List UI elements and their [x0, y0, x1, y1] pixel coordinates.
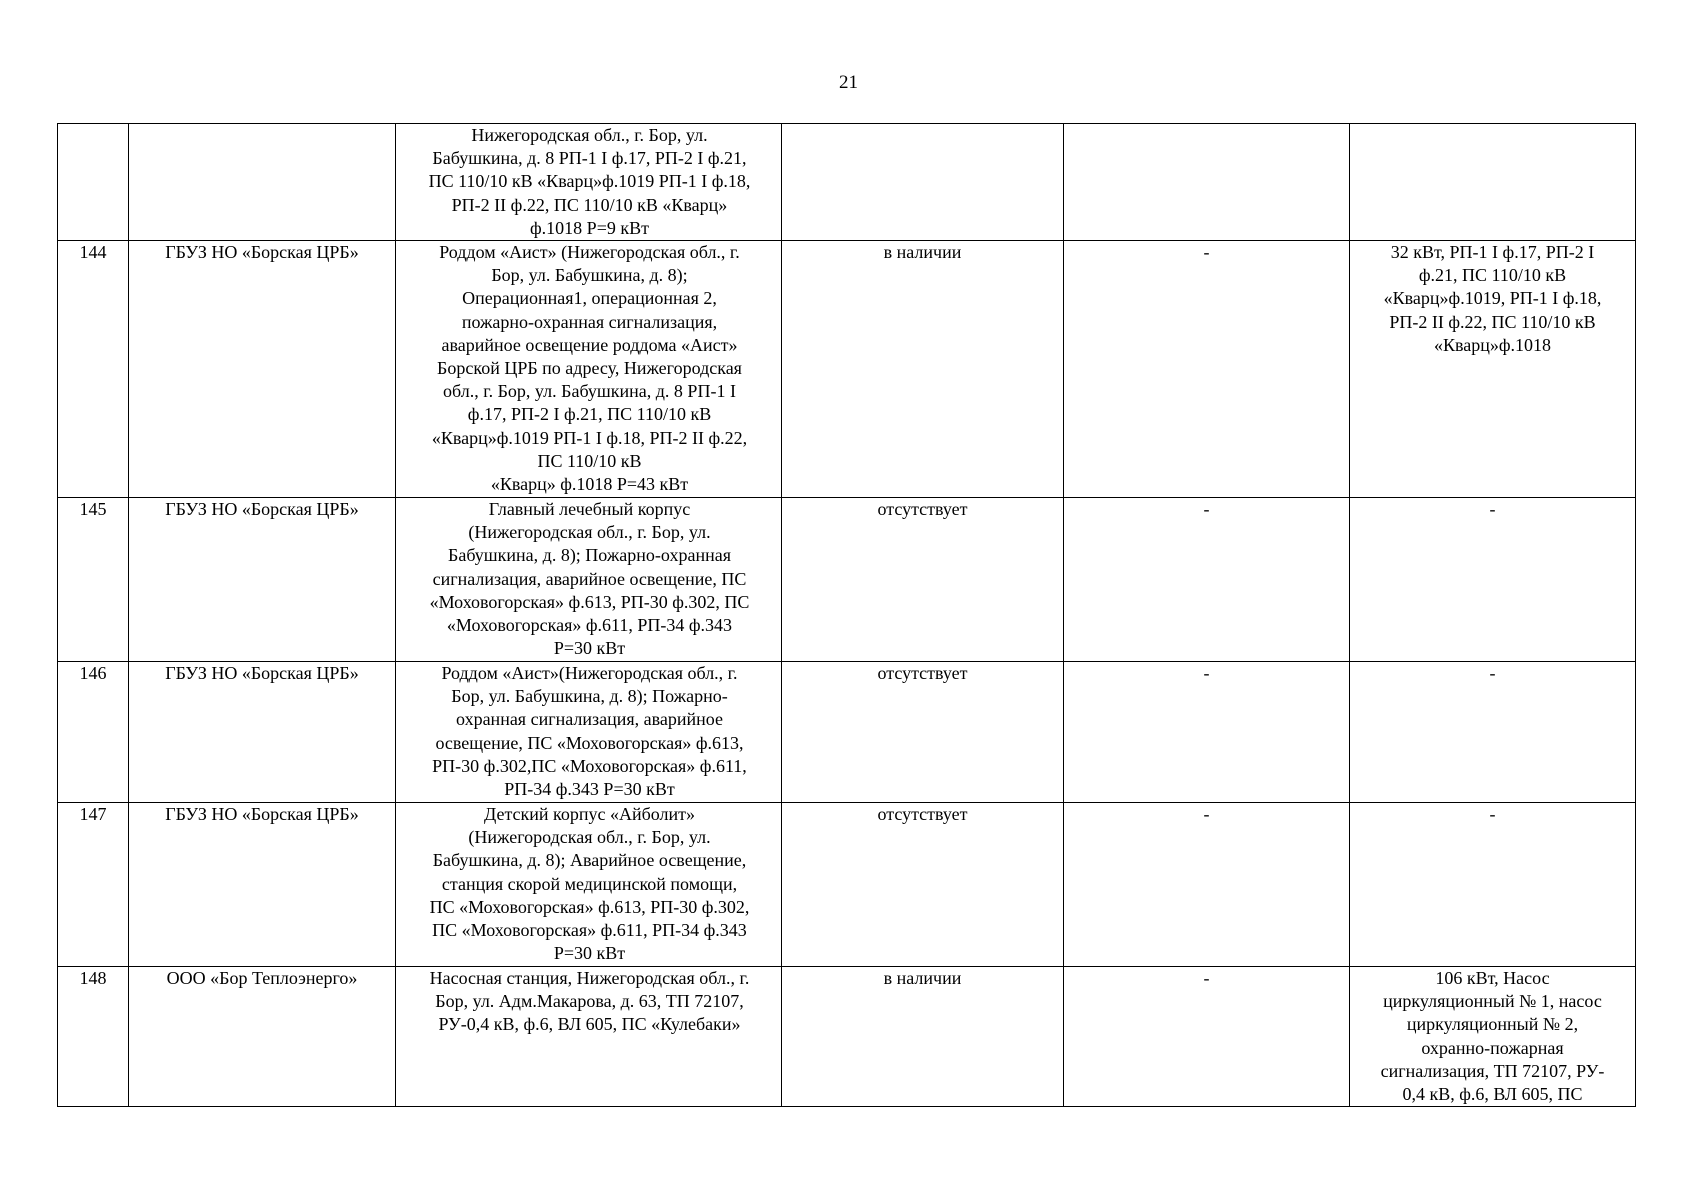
address-cell	[396, 241, 782, 498]
organization-cell: ГБУЗ НО «Борская ЦРБ»	[129, 241, 396, 498]
availability-cell: отсутствует	[782, 803, 1064, 967]
capacity-cell	[1350, 241, 1636, 498]
address-cell	[396, 803, 782, 967]
capacity-cell	[1350, 124, 1636, 241]
capacity-cell	[1350, 498, 1636, 662]
availability-cell: отсутствует	[782, 498, 1064, 662]
capacity-cell	[1350, 662, 1636, 803]
address-cell-line: Бор, ул. Бабушкина, д. 8); Пожарно-	[451, 686, 728, 707]
address-cell-line: Насосная станция, Нижегородская обл., г.	[429, 968, 750, 989]
capacity-cell-line: сигнализация, ТП 72107, РУ-	[1380, 1060, 1605, 1081]
capacity-cell-line: РП-2 II ф.22, ПС 110/10 кВ	[1389, 311, 1596, 332]
address-cell	[396, 498, 782, 662]
table-row	[58, 803, 1636, 967]
address-cell	[396, 967, 782, 1107]
address-cell-line: Бор, ул. Бабушкина, д. 8);	[491, 265, 688, 286]
table-body	[58, 124, 1636, 1107]
address-cell-line: Главный лечебный корпус	[488, 499, 691, 520]
capacity-cell-line: -	[1489, 499, 1496, 520]
data-table	[57, 123, 1636, 1107]
address-cell-line: ПС 110/10 кВ «Кварц»ф.1019 РП-1 I ф.18,	[428, 171, 751, 192]
dash-cell: -	[1064, 967, 1350, 1107]
capacity-cell-line: охранно-пожарная	[1421, 1037, 1564, 1058]
address-cell-line: Бабушкина, д. 8 РП-1 I ф.17, РП-2 I ф.21,	[432, 148, 747, 169]
capacity-cell-line: 106 кВт, Насос	[1435, 968, 1550, 989]
dash-cell: -	[1064, 662, 1350, 803]
availability-cell: в наличии	[782, 967, 1064, 1107]
dash-cell: -	[1064, 241, 1350, 498]
dash-cell	[1064, 124, 1350, 241]
capacity-cell-line: циркуляционный № 2,	[1406, 1014, 1579, 1035]
table-row	[58, 662, 1636, 803]
page-number: 21	[839, 72, 858, 93]
address-cell-line: обл., г. Бор, ул. Бабушкина, д. 8 РП-1 I	[443, 381, 736, 402]
capacity-cell-line: 32 кВт, РП-1 I ф.17, РП-2 I	[1390, 242, 1595, 263]
organization-cell: ГБУЗ НО «Борская ЦРБ»	[129, 803, 396, 967]
capacity-cell-line: ф.21, ПС 110/10 кВ	[1418, 265, 1567, 286]
table-row	[58, 967, 1636, 1107]
address-cell-line: ф.1018 Р=9 кВт	[530, 217, 649, 238]
address-cell-line: охранная сигнализация, аварийное	[456, 709, 723, 730]
address-cell-line: (Нижегородская обл., г. Бор, ул.	[468, 827, 711, 848]
address-cell-line: Нижегородская обл., г. Бор, ул.	[471, 125, 708, 145]
row-number-cell: 144	[58, 241, 129, 498]
capacity-cell-line: циркуляционный № 1, насос	[1383, 991, 1602, 1012]
organization-cell	[129, 124, 396, 241]
address-cell	[396, 662, 782, 803]
address-cell-line: освещение, ПС «Моховогорская» ф.613,	[435, 732, 744, 753]
address-cell-line: станция скорой медицинской помощи,	[441, 873, 738, 894]
address-cell-line: Р=30 кВт	[553, 943, 626, 964]
row-number-cell	[58, 124, 129, 241]
address-cell-line: РП-34 ф.343 Р=30 кВт	[504, 779, 675, 800]
address-cell-line: ф.17, РП-2 I ф.21, ПС 110/10 кВ	[467, 404, 712, 425]
organization-cell: ООО «Бор Теплоэнерго»	[129, 967, 396, 1107]
address-cell-line: «Моховогорская» ф.613, РП-30 ф.302, ПС	[429, 591, 750, 612]
address-cell-line: пожарно-охранная сигнализация,	[461, 311, 718, 332]
capacity-cell-line: 0,4 кВ, ф.6, ВЛ 605, ПС	[1402, 1084, 1583, 1105]
address-cell-line: РУ-0,4 кВ, ф.6, ВЛ 605, ПС «Кулебаки»	[438, 1014, 741, 1035]
address-cell-line: Борской ЦРБ по адресу, Нижегородская	[437, 358, 742, 379]
row-number-cell: 146	[58, 662, 129, 803]
capacity-cell	[1350, 803, 1636, 967]
address-cell-line: Операционная1, операционная 2,	[462, 288, 717, 309]
address-cell-line: Детский корпус «Айболит»	[483, 804, 696, 825]
address-cell-line: ПС «Моховогорская» ф.611, РП-34 ф.343	[432, 920, 747, 941]
address-cell-line: ПС «Моховогорская» ф.613, РП-30 ф.302,	[429, 896, 750, 917]
availability-cell: отсутствует	[782, 662, 1064, 803]
address-cell-line: «Кварц» ф.1018 Р=43 кВт	[490, 474, 689, 495]
address-cell-line: Бабушкина, д. 8); Аварийное освещение,	[432, 850, 747, 871]
address-cell-line: Бабушкина, д. 8); Пожарно-охранная	[448, 545, 731, 566]
availability-cell: в наличии	[782, 241, 1064, 498]
address-cell-line: сигнализация, аварийное освещение, ПС	[432, 568, 747, 589]
capacity-cell-line: «Кварц»ф.1018	[1433, 334, 1552, 355]
address-cell-line: Бор, ул. Адм.Макарова, д. 63, ТП 72107,	[435, 991, 744, 1012]
address-cell-line: РП-2 II ф.22, ПС 110/10 кВ «Кварц»	[451, 194, 728, 215]
capacity-cell	[1350, 967, 1636, 1107]
organization-cell: ГБУЗ НО «Борская ЦРБ»	[129, 498, 396, 662]
address-cell-line: «Кварц»ф.1019 РП-1 I ф.18, РП-2 II ф.22,	[431, 427, 748, 448]
dash-cell: -	[1064, 803, 1350, 967]
address-cell-line: Роддом «Аист» (Нижегородская обл., г.	[439, 242, 740, 263]
address-cell-line: Р=30 кВт	[553, 638, 626, 659]
capacity-cell-line: -	[1489, 804, 1496, 825]
row-number-cell: 145	[58, 498, 129, 662]
table-row	[58, 124, 1636, 241]
address-cell-line: Роддом «Аист»(Нижегородская обл., г.	[441, 663, 738, 684]
address-cell	[396, 124, 782, 241]
table-row	[58, 241, 1636, 498]
availability-cell	[782, 124, 1064, 241]
address-cell-line: ПС 110/10 кВ	[537, 450, 642, 471]
row-number-cell: 147	[58, 803, 129, 967]
row-number-cell: 148	[58, 967, 129, 1107]
capacity-cell-line: -	[1489, 663, 1496, 684]
address-cell-line: (Нижегородская обл., г. Бор, ул.	[468, 522, 711, 543]
table-row	[58, 498, 1636, 662]
address-cell-line: «Моховогорская» ф.611, РП-34 ф.343	[446, 615, 733, 636]
address-cell-line: РП-30 ф.302,ПС «Моховогорская» ф.611,	[432, 755, 747, 776]
capacity-cell-line: «Кварц»ф.1019, РП-1 I ф.18,	[1383, 288, 1602, 309]
address-cell-line: аварийное освещение роддома «Аист»	[441, 334, 738, 355]
dash-cell: -	[1064, 498, 1350, 662]
organization-cell: ГБУЗ НО «Борская ЦРБ»	[129, 662, 396, 803]
